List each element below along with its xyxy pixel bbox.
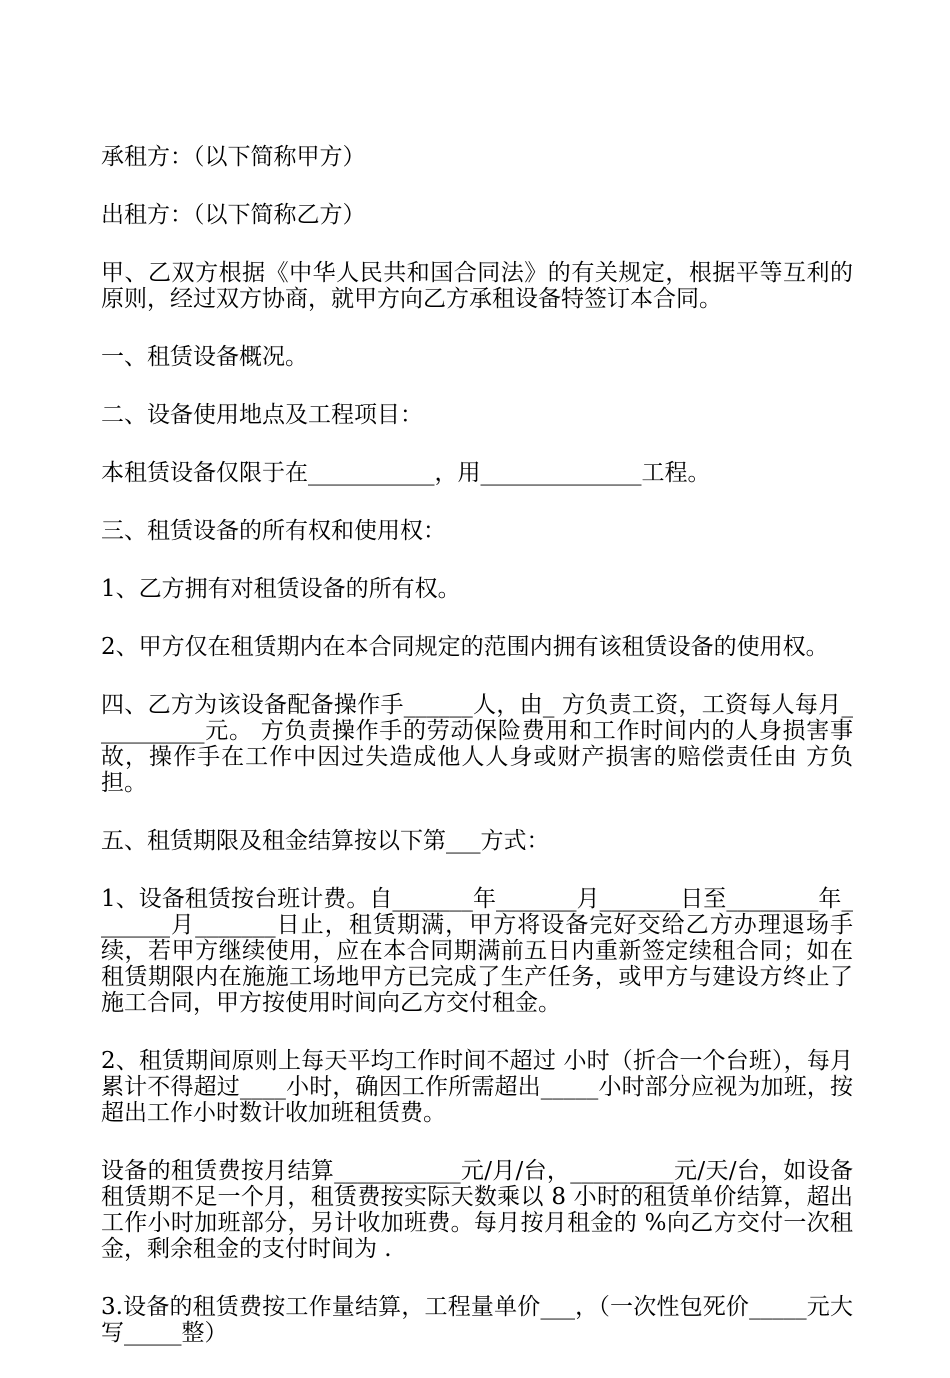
preamble-paragraph: 甲、乙双方根据《中华人民共和国合同法》的有关规定，根据平等互利的原则，经过双方协商，就甲方向乙方承租设备特签订本合同。 <box>101 260 853 312</box>
working-hours-clause: 2、租赁期间原则上每天平均工作时间不超过 小时（折合一个台班），每月累计不得超过____小时，确因工作所需超出_____小时部分应视为加班，按超出工作小时数计收加班租赁费。 <box>101 1048 853 1126</box>
section-2-heading: 二、设备使用地点及工程项目： <box>101 402 423 428</box>
document-body <box>101 144 853 1378</box>
shift-billing-clause: 1、设备租赁按台班计费。自_______年_______月_______日至________年_______月_______日止，租赁期满，甲方将设备完好交给乙方办理退场手续，若甲方继续使用，应在本合同期满前五日内重新签定续租合同；如在租赁期限内在施施工场地甲方已完成了生产任务，或甲方与建设方终止了施工合同，甲方按使用时间向乙方交付租金。 <box>101 886 853 1016</box>
lessee-line: 承租方：（以下简称甲方） <box>101 144 366 170</box>
section-1-heading: 一、租赁设备概况。 <box>101 344 308 370</box>
usage-location-paragraph: 本租赁设备仅限于在___________，用______________工程。 <box>101 460 711 486</box>
monthly-settlement-clause: 设备的租赁费按月结算___________元/月/台，_________元/天/台，如设备租赁期不足一个月，租赁费按实际天数乘以 8 小时的租赁单价结算，超出工作小时加班部分，另计收加班费。每月按月租金的 %向乙方交付一次租金，剩余租金的支付时间为 . <box>101 1158 853 1262</box>
section-3-heading: 三、租赁设备的所有权和使用权： <box>101 518 446 544</box>
lessor-line: 出租方：（以下简称乙方） <box>101 202 366 228</box>
workload-settlement-clause: 3.设备的租赁费按工作量结算，工程量单价___，（一次性包死价_____元大写_____整） <box>101 1294 853 1346</box>
ownership-clause: 1、乙方拥有对租赁设备的所有权。 <box>101 576 461 602</box>
section-5-heading: 五、租赁期限及租金结算按以下第___方式： <box>101 828 550 854</box>
section-4-operator-clause: 四、乙方为该设备配备操作手______人，由_ 方负责工资，工资每人每月__________元。 方负责操作手的劳动保险费用和工作时间内的人身损害事故，操作手在工作中因过失造成他人人身或财产损害的赔偿责任由 方负担。 <box>101 692 853 796</box>
usage-right-clause: 2、甲方仅在租赁期内在本合同规定的范围内拥有该租赁设备的使用权。 <box>101 634 829 660</box>
